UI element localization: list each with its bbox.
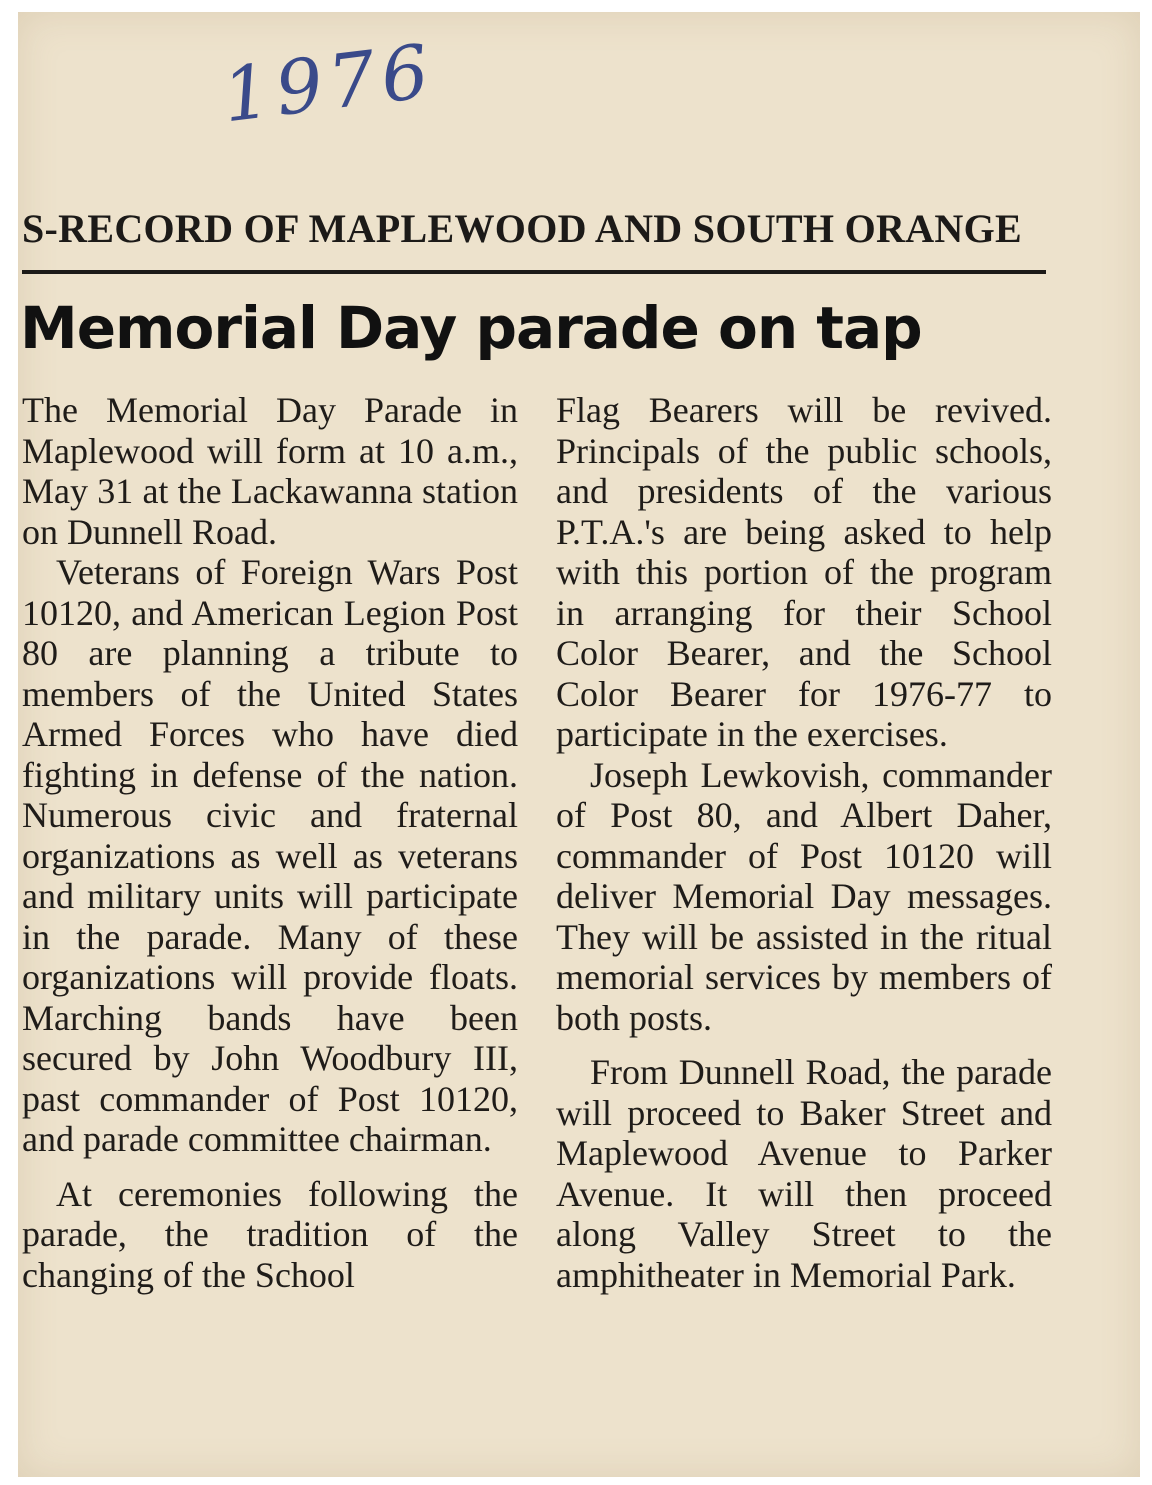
article-paragraph-4: Joseph Lewkovish, commander of Post 80, and Albert Daher, commander of Post 10120 will deliver Memorial Day messages. They will be assisted in the ritual memorial services by members of both posts.: [556, 754, 1052, 1038]
article-headline: Memorial Day parade on tap: [20, 294, 922, 362]
article-column-left: [22, 390, 518, 1295]
article-paragraph-2: Veterans of Foreign Wars Post 10120, and American Legion Post 80 are planning a tribute to members of the United States Armed Forces who have died fighting in defense of the nation. Numerous civic and fraternal organizations as well as veterans and military units will participate in the parade. Many of these organizations will provide floats. Marching bands have been secured by John Woodbury III, past commander of Post 10120, and parade committee chairman.: [22, 552, 518, 1159]
article-paragraph-1: The Memorial Day Parade in Maplewood will form at 10 a.m., May 31 at the Lackawanna station on Dunnell Road.: [22, 390, 518, 552]
article-paragraph-3-part-1: At ceremonies following the parade, the tradition of the changing of the School: [22, 1173, 518, 1295]
newspaper-masthead: S-RECORD OF MAPLEWOOD AND SOUTH ORANGE: [22, 206, 1022, 251]
masthead-rule: [22, 270, 1046, 274]
article-column-right: [556, 390, 1052, 1295]
article-paragraph-5: From Dunnell Road, the parade will proceed to Baker Street and Maplewood Avenue to Parker Avenue. It will then proceed along Valley Street to the amphitheater in Memorial Park.: [556, 1052, 1052, 1295]
handwritten-year-note: 1976: [218, 28, 440, 140]
article-paragraph-3-part-2: Flag Bearers will be revived. Principals of the public schools, and presidents of the various P.T.A.'s are being asked to help with this portion of the program in arranging for their School Color Bearer, and the School Color Bearer for 1976-77 to participate in the exercises.: [556, 390, 1052, 754]
newspaper-clipping: [18, 12, 1140, 1477]
